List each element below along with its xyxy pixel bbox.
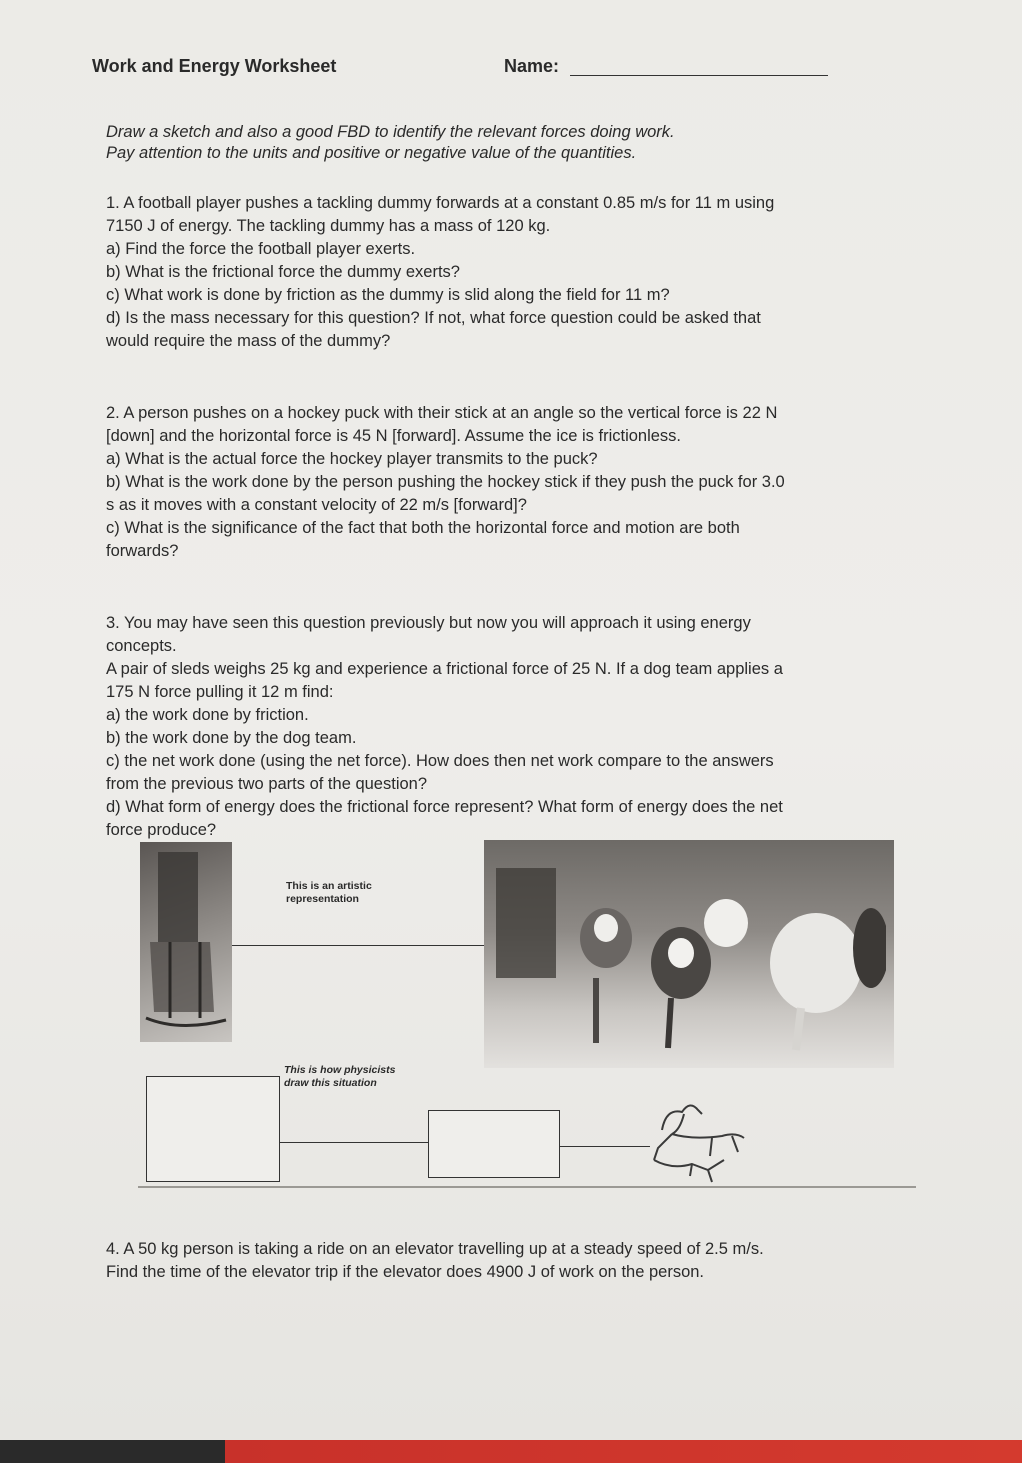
- question-text: Find the time of the elevator trip if the elevator does 4900 J of work on the person.: [106, 1263, 705, 1281]
- question-text: A pair of sleds weighs 25 kg and experience a frictional force of 25 N. If a dog team applies a: [106, 660, 783, 678]
- question-part-d: d) Is the mass necessary for this question? If not, what force question could be asked that: [106, 309, 761, 327]
- question-part-c: c) What is the significance of the fact that both the horizontal force and motion are both: [106, 519, 740, 537]
- name-blank-line: [570, 75, 828, 76]
- question-1: [106, 192, 946, 353]
- question-part-b: b) the work done by the dog team.: [106, 729, 357, 747]
- label-line: representation: [286, 893, 359, 905]
- label-line: This is an artistic: [286, 880, 372, 892]
- question-part-b: b) What is the work done by the person pushing the hockey stick if they push the puck for 3.0: [106, 473, 785, 491]
- question-part-a: a) What is the actual force the hockey player transmits to the puck?: [106, 450, 598, 468]
- question-part-a: a) the work done by friction.: [106, 706, 309, 724]
- sled-figure: [136, 838, 916, 1198]
- question-text: 4. A 50 kg person is taking a ride on an elevator travelling up at a steady speed of 2.5 m/s.: [106, 1240, 764, 1258]
- instructions: [106, 122, 675, 164]
- question-part-a: a) Find the force the football player exerts.: [106, 240, 416, 258]
- question-part-b: s as it moves with a constant velocity of 22 m/s [forward]?: [106, 496, 527, 514]
- question-text: concepts.: [106, 637, 177, 655]
- sled-illustration: [140, 842, 232, 1042]
- question-text: [down] and the horizontal force is 45 N [forward]. Assume the ice is frictionless.: [106, 427, 682, 445]
- ground-line: [138, 1186, 916, 1188]
- connecting-rope: [280, 1142, 428, 1143]
- sled-photo: [140, 842, 232, 1042]
- question-part-d: d) What form of energy does the frictional force represent? What form of energy does the net: [106, 798, 783, 816]
- sled-box-2: [428, 1110, 560, 1178]
- question-text: 7150 J of energy. The tackling dummy has a mass of 120 kg.: [106, 217, 551, 235]
- tow-rope-line: [232, 945, 484, 946]
- question-part-d: force produce?: [106, 821, 217, 839]
- question-part-b: b) What is the frictional force the dummy exerts?: [106, 263, 460, 281]
- instruction-line: Draw a sketch and also a good FBD to identify the relevant forces doing work.: [106, 123, 675, 141]
- worksheet-header: [92, 56, 832, 80]
- question-text: 175 N force pulling it 12 m find:: [106, 683, 334, 701]
- question-2: [106, 402, 946, 563]
- question-part-c: c) the net work done (using the net force). How does then net work compare to the answers: [106, 752, 774, 770]
- background-strip: [0, 1440, 1022, 1463]
- dog-sketch-icon: [632, 1090, 752, 1190]
- artistic-representation-label: [286, 880, 372, 906]
- question-text: 2. A person pushes on a hockey puck with their stick at an angle so the vertical force is 22 N: [106, 404, 778, 422]
- question-4: [106, 1238, 946, 1284]
- question-part-d: would require the mass of the dummy?: [106, 332, 391, 350]
- worksheet-title: Work and Energy Worksheet: [92, 56, 337, 76]
- question-part-c: c) What work is done by friction as the dummy is slid along the field for 11 m?: [106, 286, 670, 304]
- sled-box-1: [146, 1076, 280, 1182]
- instruction-line: Pay attention to the units and positive or negative value of the quantities.: [106, 144, 637, 162]
- question-text: 3. You may have seen this question previously but now you will approach it using energy: [106, 614, 751, 632]
- physicist-drawing-label: [284, 1064, 395, 1090]
- label-line: This is how physicists: [284, 1064, 396, 1076]
- sled-dogs-illustration: [496, 868, 886, 1058]
- question-text: 1. A football player pushes a tackling dummy forwards at a constant 0.85 m/s for 11 m using: [106, 194, 775, 212]
- question-part-c: from the previous two parts of the question?: [106, 775, 428, 793]
- name-label: Name:: [504, 56, 560, 76]
- question-part-c: forwards?: [106, 542, 179, 560]
- label-line: draw this situation: [284, 1077, 377, 1089]
- question-3: [106, 612, 946, 842]
